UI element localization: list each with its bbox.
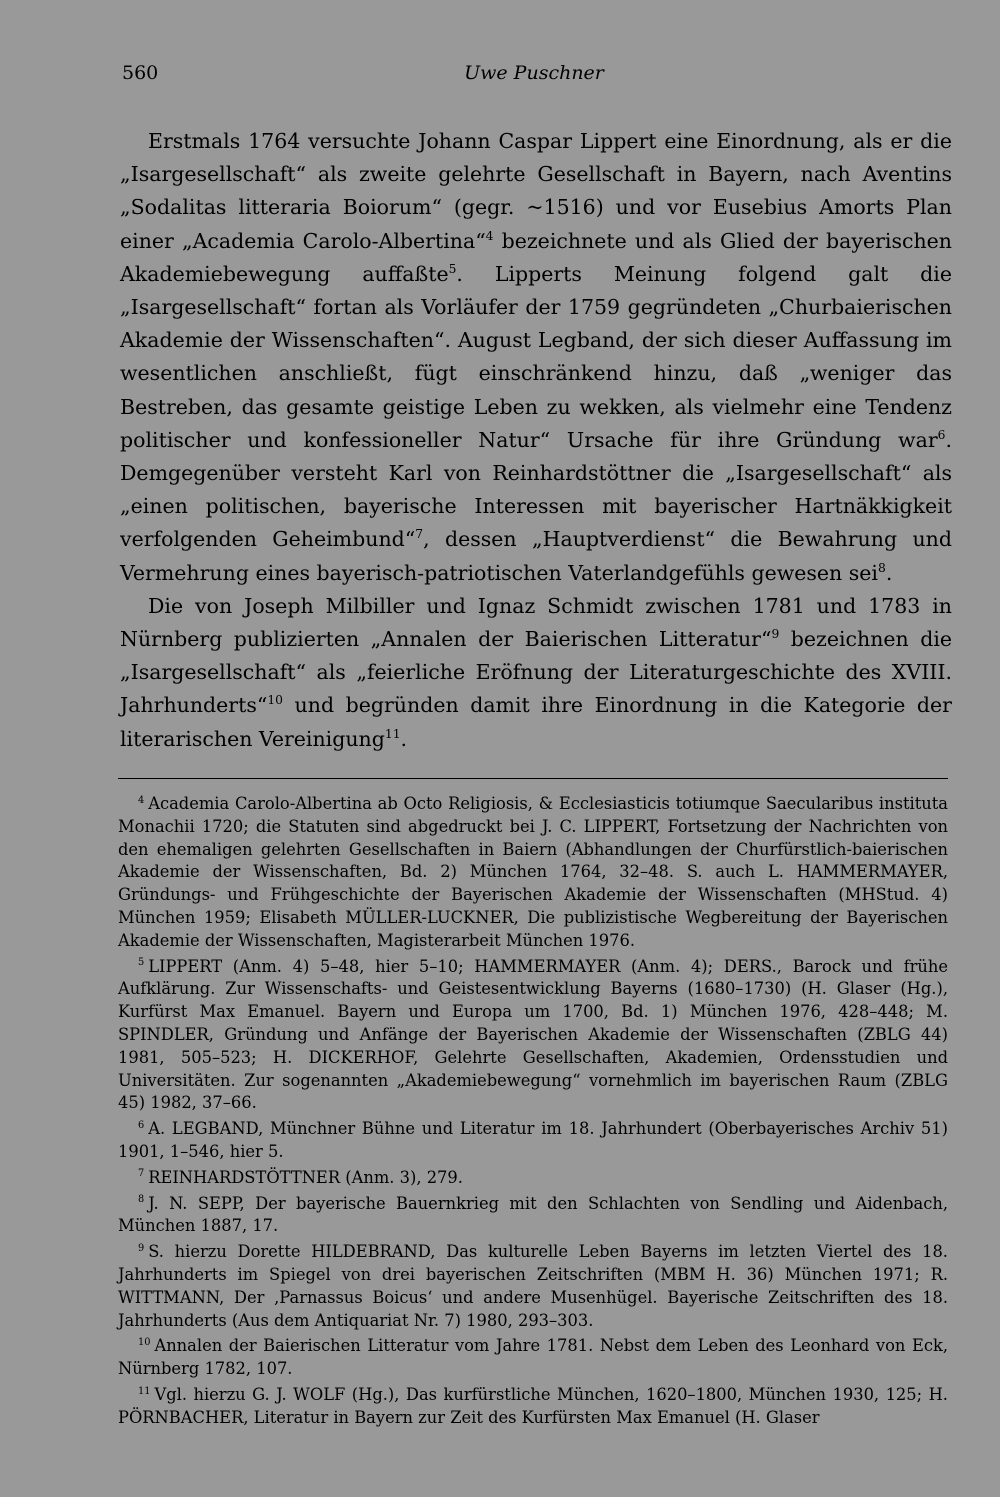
- footnote-number: 11: [138, 1385, 151, 1397]
- footnote-reference: 10: [267, 693, 283, 708]
- footnote-reference: 7: [415, 527, 424, 542]
- footnote-number: 10: [138, 1336, 151, 1348]
- footnote-separator: [118, 778, 948, 779]
- footnote-reference: 9: [771, 627, 780, 642]
- paragraph-text: , dessen „Hauptverdienst“ die Bewahrung und Vermehrung eines bayerisch-patriotischen Vaterlandgefühls gewesen sei: [120, 527, 952, 585]
- footnote-number: 7: [138, 1168, 145, 1180]
- footnote-reference: 6: [937, 428, 946, 442]
- running-head: Uwe Puschner: [464, 62, 604, 84]
- footnote: [118, 1193, 948, 1239]
- footnote: [118, 1384, 948, 1430]
- footnote: [118, 1118, 948, 1164]
- body-paragraph: [120, 590, 952, 756]
- page-number: 560: [122, 62, 159, 84]
- footnote-number: 6: [138, 1119, 145, 1131]
- paragraph-text: Erstmals 1764 versuchte Johann Caspar Lippert eine Einordnung, als er die „Isargesellschaft“ als zweite gelehrte Gesellschaft in Bayern, nach Aventins „Sodalitas litteraria Boiorum“ (gegr. ~1516) und vor Eusebius Amorts Plan einer „Academia Carolo-Albertina“: [120, 129, 952, 253]
- body-paragraph: [120, 125, 952, 590]
- footnote-text: S. hierzu Dorette HILDEBRAND, Das kulturelle Leben Bayerns im letzten Viertel des 18. Jahrhunderts im Spiegel von drei bayerischen Zeitschriften (MBM H. 36) München 1971; R. WITTMANN, Der ‚Parnassus Boicus‘ und andere Musenhügel. Bayerische Zeitschriften des 18. Jahrhunderts (Aus dem Antiquariat Nr. 7) 1980, 293–303.: [118, 1242, 948, 1330]
- paragraph-text: . Lipperts Meinung folgend galt die „Isargesellschaft“ fortan als Vorläufer der 1759 gegründeten „Churbaierischen Akademie der Wissenschaften“. August Legband, der sich dieser Auffassung im wesentlichen anschließt, fügt einschränkend hinzu, daß „weniger das Bestreben, das gesamte geistige Leben zu wekken, als vielmehr eine Tendenz politischer und konfessioneller Natur“ Ursache für ihre Gründung war: [120, 261, 952, 452]
- footnote: [118, 1167, 948, 1190]
- footnote: [118, 793, 948, 953]
- footnote-text: Academia Carolo-Albertina ab Octo Religiosis, & Ecclesiasticis totiumque Saecularibus instituta Monachii 1720; die Statuten sind abgedruckt bei J. C. LIPPERT, Fortsetzung der Nachrichten von den ehemaligen gelehrten Gesellschaften in Baiern (Abhandlungen der Churfürstlich-baierischen Akademie der Wissenschaften, Bd. 2) München 1764, 32–48. S. auch L. HAMMERMAYER, Gründungs- und Frühgeschichte der Bayerischen Akademie der Wissenschaften (MHStud. 4) München 1959; Elisabeth MÜLLER-LUCKNER, Die publizistische Wegbereitung der Bayerischen Akademie der Wissenschaften, Magisterarbeit München 1976.: [118, 794, 948, 950]
- footnote-text: LIPPERT (Anm. 4) 5–48, hier 5–10; HAMMERMAYER (Anm. 4); DERS., Barock und frühe Aufklärung. Zur Wissenschafts- und Geistesentwicklung Bayerns (1680–1730) (H. Glaser (Hg.), Kurfürst Max Emanuel. Bayern und Europa um 1700, Bd. 1) München 1976, 428–448; M. SPINDLER, Gründung und Anfänge der Bayerischen Akademie der Wissenschaften (ZBLG 44) 1981, 505–523; H. DICKERHOF, Gelehrte Gesellschaften, Akademien, Ordensstudien und Universitäten. Zur sogenannten „Akademiebewegung“ vornehmlich im bayerischen Raum (ZBLG 45) 1982, 37–66.: [118, 956, 948, 1113]
- footnote-text: Annalen der Baierischen Litteratur vom Jahre 1781. Nebst dem Leben des Leonhard von Eck, Nürnberg 1782, 107.: [118, 1336, 948, 1379]
- footnote-text: Vgl. hierzu G. J. WOLF (Hg.), Das kurfürstliche München, 1620–1800, München 1930, 125; H. PÖRNBACHER, Literatur in Bayern zur Zeit des Kurfürsten Max Emanuel (H. Glaser: [118, 1384, 948, 1427]
- paragraph-text: . Demgegenüber versteht Karl von Reinhardstöttner die „Isargesellschaft“ als „einen politischen, bayerische Interessen mit bayerischer Hartnäkkigkeit verfolgenden Geheimbund“: [120, 427, 952, 552]
- main-text: [120, 125, 952, 756]
- paragraph-text: und begründen damit ihre Einordnung in die Kategorie der literarischen Vereinigung: [120, 693, 952, 751]
- footnote-reference: 8: [877, 560, 886, 575]
- footnote: [118, 956, 948, 1116]
- paragraph-text: bezeichnete und als Glied der bayerischen Akademiebewegung auffaßte: [120, 228, 952, 286]
- footnote: [118, 1335, 948, 1381]
- paragraph-text: .: [885, 560, 893, 585]
- paragraph-text: Die von Joseph Milbiller und Ignaz Schmidt zwischen 1781 und 1783 in Nürnberg publizierten „Annalen der Baierischen Litteratur“: [120, 593, 952, 652]
- footnote-text: A. LEGBAND, Münchner Bühne und Literatur im 18. Jahrhundert (Oberbayerisches Archiv 51) 1901, 1–546, hier 5.: [118, 1119, 948, 1161]
- paragraph-text: bezeichnen die „Isargesellschaft“ als „feierliche Eröfnung der Literaturgeschichte des XVIII. Jahrhunderts“: [120, 627, 953, 718]
- footnote-number: 8: [138, 1194, 145, 1206]
- footnotes: [118, 793, 948, 1433]
- footnote: [118, 1241, 948, 1332]
- footnote-text: REINHARDSTÖTTNER (Anm. 3), 279.: [148, 1167, 463, 1187]
- footnote-number: 5: [138, 957, 145, 969]
- paragraph-text: .: [400, 726, 408, 751]
- footnote-reference: 5: [448, 261, 457, 276]
- footnote-text: J. N. SEPP, Der bayerische Bauernkrieg mit den Schlachten von Sendling und Aidenbach, München 1887, 17.: [118, 1193, 948, 1236]
- footnote-reference: 4: [485, 228, 494, 243]
- footnote-number: 9: [138, 1242, 145, 1254]
- footnote-reference: 11: [384, 726, 401, 741]
- footnote-number: 4: [138, 794, 145, 806]
- page-header: [122, 62, 946, 92]
